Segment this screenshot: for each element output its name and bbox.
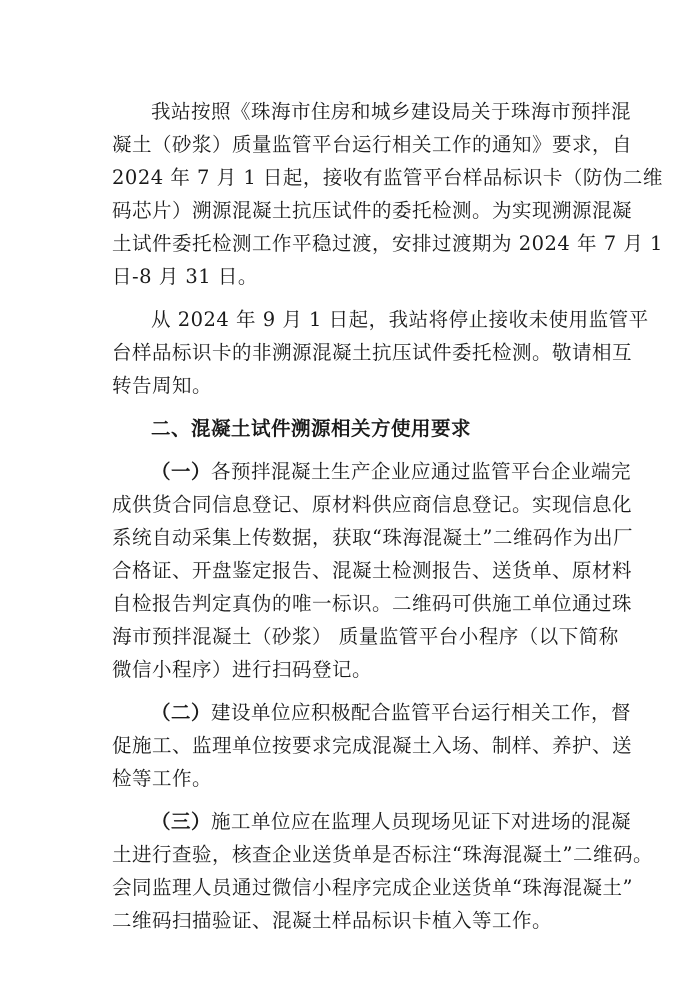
text-line: 凝土（砂浆）质量监管平台运行相关工作的通知》要求，自 — [112, 133, 633, 156]
text-line: 转告周知。 — [112, 374, 213, 397]
text-line — [112, 805, 632, 838]
text-line — [112, 455, 632, 488]
section-heading-block — [112, 412, 598, 445]
text-line: 土进行查验，核查企业送货单是否标注“珠海混凝土”二维码。 — [112, 843, 653, 866]
text-line: 合格证、开盘鉴定报告、混凝土检测报告、送货单、原材料 — [112, 559, 633, 582]
text-line: 会同监理人员通过微信小程序完成企业送货单“珠海混凝土” — [112, 876, 633, 899]
paragraph-transition-notice — [112, 95, 663, 293]
text-line: 二维码扫描验证、混凝土样品标识卡植入等工作。 — [112, 909, 553, 932]
text-line: 微信小程序）进行扫码登记。 — [112, 658, 373, 681]
paragraph-stop-notice — [112, 303, 649, 402]
text-line: 台样品标识卡的非溯源混凝土抗压试件委托检测。敬请相互 — [112, 341, 633, 364]
item-label: （一） — [151, 460, 212, 483]
text-line — [112, 696, 632, 729]
text-line: 从 2024 年 9 月 1 日起，我站将停止接收未使用监管平 — [151, 308, 649, 331]
paragraph-item-1 — [112, 455, 633, 686]
text-line: 检等工作。 — [112, 767, 213, 790]
item-label: （三） — [151, 810, 212, 833]
paragraph-item-3 — [112, 805, 653, 937]
section-heading: 二、混凝土试件溯源相关方使用要求 — [151, 417, 472, 440]
text-line: 我站按照《珠海市住房和城乡建设局关于珠海市预拌混 — [151, 100, 632, 123]
item-text: 施工单位应在监理人员现场见证下对进场的混凝 — [211, 810, 632, 833]
text-line: 自检报告判定真伪的唯一标识。二维码可供施工单位通过珠 — [112, 592, 633, 615]
item-label: （二） — [151, 701, 212, 724]
text-line: 2024 年 7 月 1 日起，接收有监管平台样品标识卡（防伪二维 — [112, 166, 663, 189]
text-line: 促施工、监理单位按要求完成混凝土入场、制样、养护、送 — [112, 734, 633, 757]
text-line: 日-8 月 31 日。 — [112, 265, 258, 288]
text-line: 土试件委托检测工作平稳过渡，安排过渡期为 2024 年 7 月 1 — [112, 232, 663, 255]
text-line: 成供货合同信息登记、原材料供应商信息登记。实现信息化 — [112, 493, 633, 516]
text-line: 海市预拌混凝土（砂浆） 质量监管平台小程序（以下简称 — [112, 625, 619, 648]
item-text: 建设单位应积极配合监管平台运行相关工作，督 — [211, 701, 632, 724]
text-line: 码芯片）溯源混凝土抗压试件的委托检测。为实现溯源混凝 — [112, 199, 633, 222]
text-line: 系统自动采集上传数据，获取“珠海混凝土”二维码作为出厂 — [112, 526, 633, 549]
paragraph-item-2 — [112, 696, 633, 795]
item-text: 各预拌混凝土生产企业应通过监管平台企业端完 — [211, 460, 632, 483]
